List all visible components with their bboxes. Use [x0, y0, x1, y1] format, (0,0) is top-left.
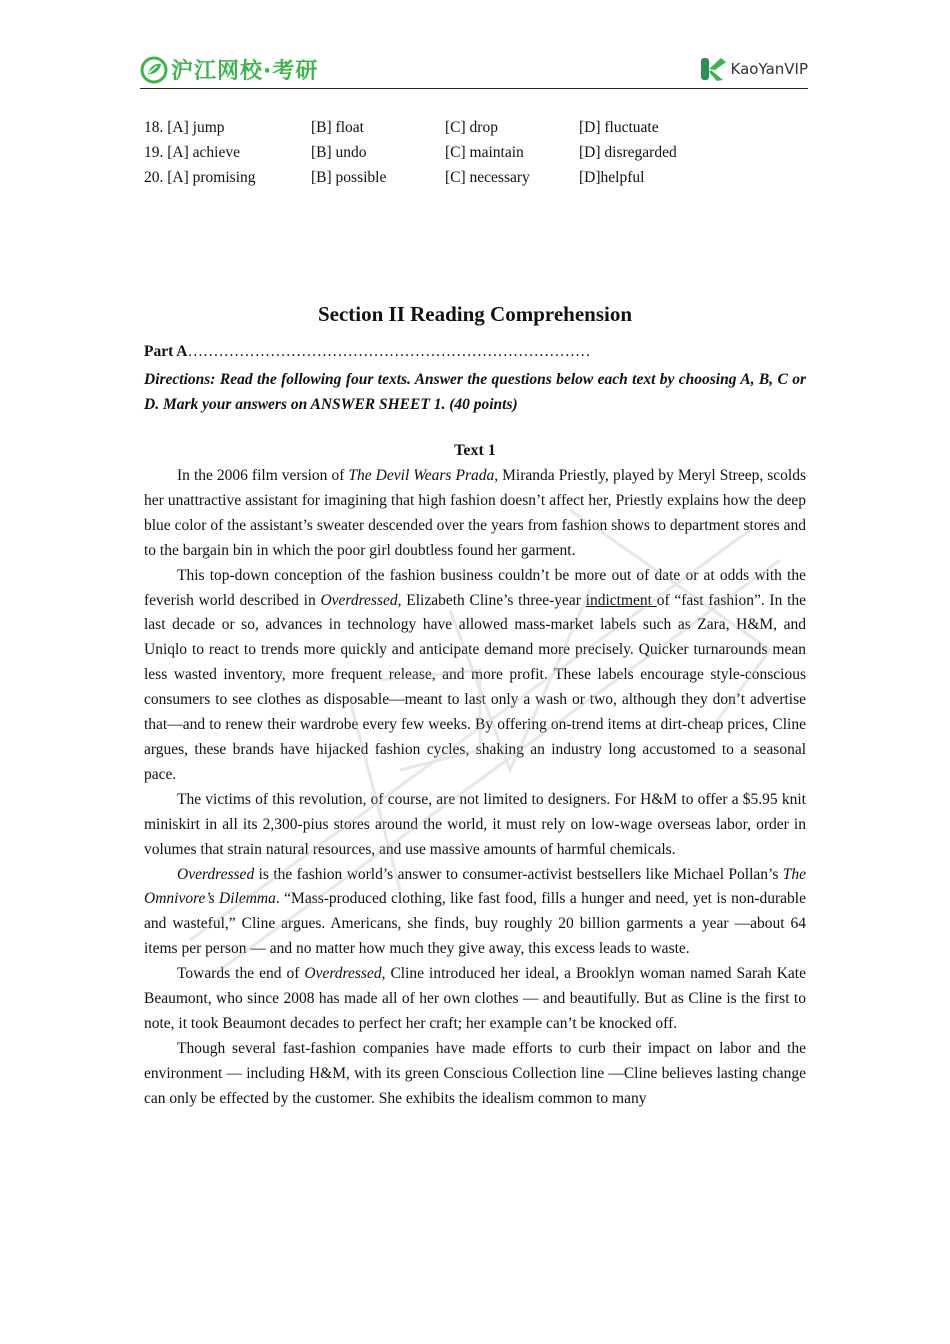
option-a: 20. [A] promising [144, 169, 256, 186]
option-b: [B] undo [311, 144, 367, 161]
paragraph-2: This top-down conception of the fashion business couldn’t be more out of date or at odds with the feverish world described in Overdressed, Elizabeth Cline’s three-year indictment of “fast fashion”. In the last decade or so, advances in technology have allowed mass-market labels such as Zara, H&M, and Uniqlo to react to trends more quickly and anticipate demand more precisely. Quicker turnarounds mean less wasted inventory, more frequent release, and more profit. These labels encourage style-conscious consumers to see clothes as disposable—meant to last only a wash or two, although they don’t advertise that—and to renew their wardrobe every few weeks. By offering on-trend items at dirt-cheap prices, Cline argues, these brands have hijacked fashion cycles, shaking an industry long accustomed to a seasonal pace. [144, 566, 807, 783]
option-a: 19. [A] achieve [144, 144, 240, 161]
option-b: [B] float [311, 119, 364, 136]
option-d: [D]helpful [579, 169, 645, 186]
text-title: Text 1 [454, 442, 496, 459]
option-d: [D] fluctuate [579, 119, 659, 136]
paragraph-5: Towards the end of Overdressed, Cline introduced her ideal, a Brooklyn woman named Sarah Kate Beaumont, who since 2008 has made all of her own clothes — and beautifully. But as Cline is the first to note, it took Beaumont decades to perfect her craft; her example can’t be knocked off. [144, 965, 806, 1032]
paragraph-1: In the 2006 film version of The Devil Wears Prada, Miranda Priestly, played by Meryl Streep, scolds her unattractive assistant for imagining that high fashion doesn’t affect her, Priestly explains how the deep blue color of the assistant’s sweater descended over the years from fashion shows to department stores and to the bargain bin in which the poor girl doubtless found her garment. [144, 467, 806, 559]
part-label: Part A [144, 343, 188, 360]
book-title: Overdressed [177, 865, 255, 883]
k-logo-icon [699, 56, 727, 82]
book-title: The Omnivore’s Dilemma [144, 865, 806, 908]
paragraph-4: Overdressed is the fashion world’s answer to consumer-activist bestsellers like Michael Pollan’s The Omnivore’s Dilemma. “Mass-produced clothing, like fast food, fills a hunger and need, yet is non-durable and wasteful,” Cline argues. Americans, she finds, buy roughly 20 billion garments a year —about 64 items per person — and no matter how much they give away, this excess leads to waste. [144, 865, 806, 958]
film-title: The Devil Wears Prada [348, 467, 495, 484]
paragraph-3: The victims of this revolution, of course, are not limited to designers. For H&M to offer a $5.95 knit miniskirt in all its 2,300-pius stores around the world, it must rely on low-wage overseas labor, order in volumes that strain natural resources, and use massive amounts of harmful chemicals. [144, 790, 806, 858]
kaoyanvip-logo-text: KaoYanVIP [730, 60, 808, 78]
hujiang-logo-text: 沪江网校·考研 [171, 59, 319, 84]
kaoyanvip-logo [699, 56, 808, 82]
option-d: [D] disregarded [579, 144, 677, 161]
option-b: [B] possible [311, 169, 387, 186]
leaf-icon [140, 56, 168, 84]
option-c: [C] maintain [445, 144, 524, 161]
option-a: 18. [A] jump [144, 119, 225, 136]
part-dots: …………………………………………………………………… [187, 343, 591, 360]
hujiang-logo [140, 54, 318, 85]
book-title: Overdressed [304, 965, 382, 983]
underlined-word: indictment [585, 591, 657, 609]
part-heading [144, 343, 590, 361]
page-header [140, 52, 808, 89]
option-c: [C] necessary [445, 169, 530, 186]
section-title: Section II Reading Comprehension [317, 302, 633, 326]
passage-text-1 [144, 464, 806, 1112]
book-title: Overdressed [320, 591, 398, 609]
option-c: [C] drop [445, 119, 498, 136]
paragraph-6: Though several fast-fashion companies have made efforts to curb their impact on labor and the environment — including H&M, with its green Conscious Collection line —Cline believes lasting change can only be effected by the customer. She exhibits the idealism common to many [144, 1039, 806, 1107]
directions: Directions: Read the following four texts. Answer the questions below each text by choosing A, B, C or D. Mark your answers on ANSWER SHEET 1. (40 points) [144, 371, 806, 413]
